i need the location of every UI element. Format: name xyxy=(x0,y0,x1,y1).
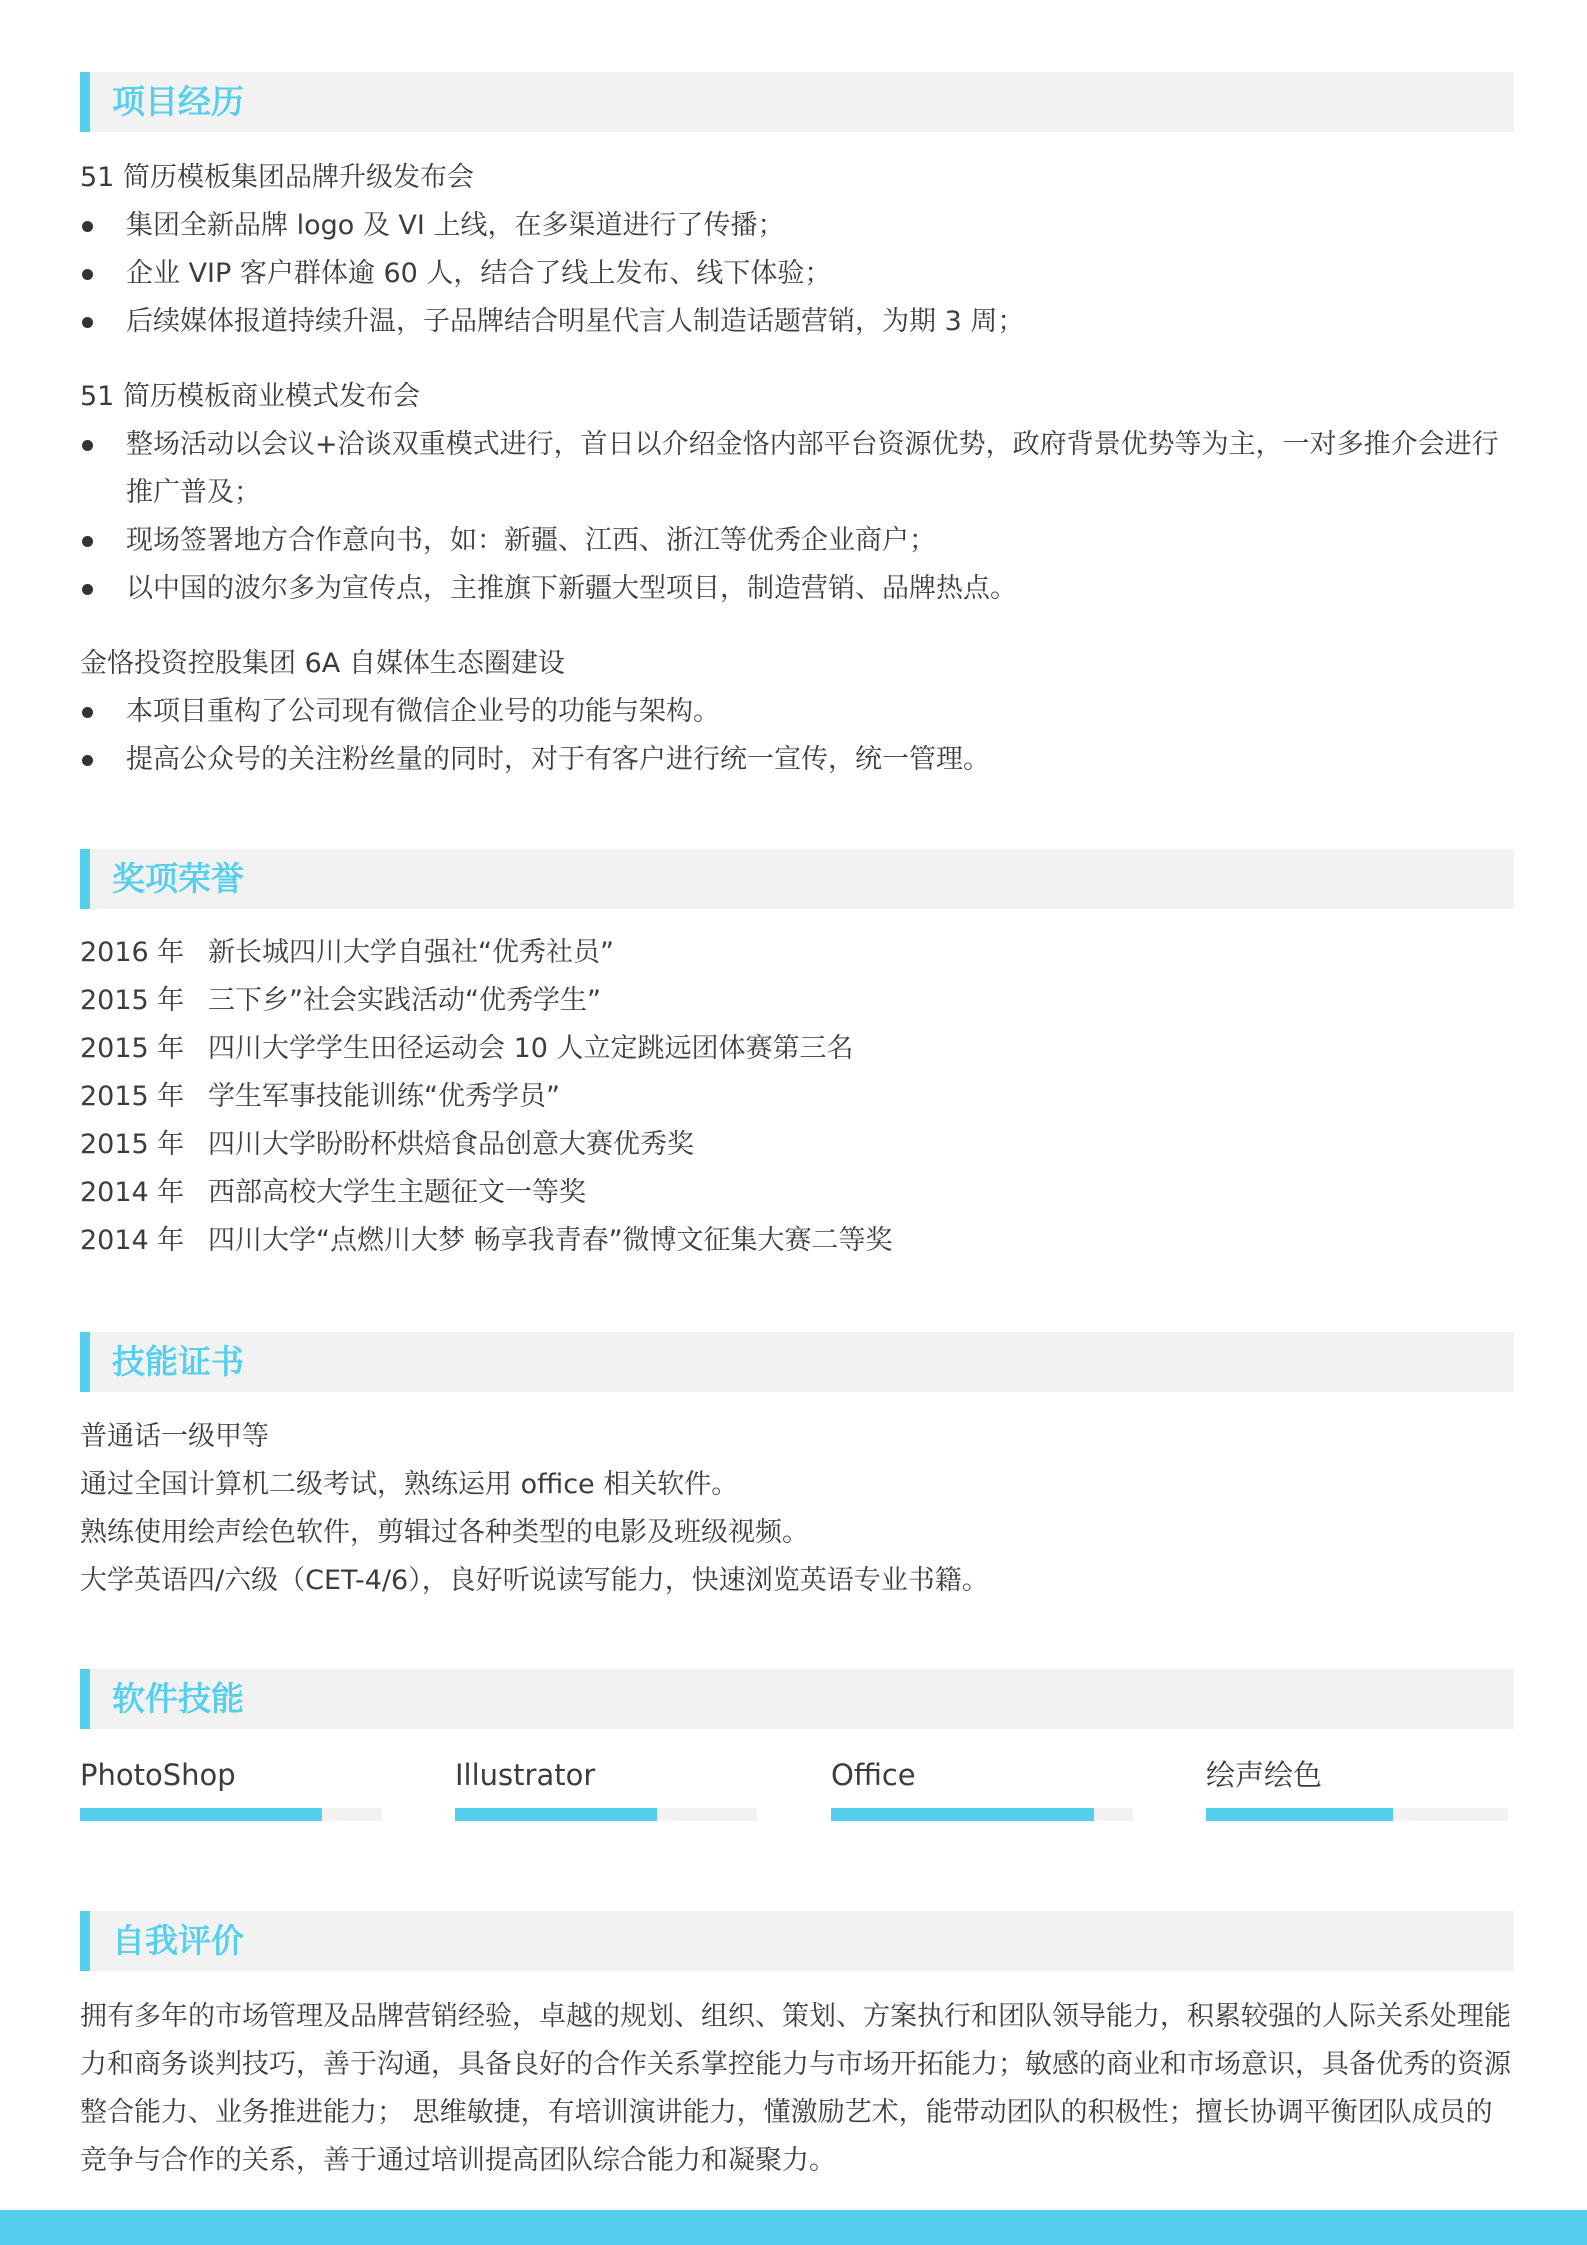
list-item: 集团全新品牌 logo 及 VI 上线，在多渠道进行了传播； xyxy=(80,202,1514,250)
skill-name: PhotoShop xyxy=(80,1758,236,1792)
skill-name: Office xyxy=(831,1758,916,1792)
list-item: 企业 VIP 客户群体逾 60 人，结合了线上发布、线下体验； xyxy=(80,250,1514,298)
award-row xyxy=(80,929,614,977)
skill-bar-track xyxy=(80,1808,382,1821)
award-year: 2014 年 xyxy=(80,1225,185,1256)
award-text: 学生军事技能训练“优秀学员” xyxy=(208,1081,560,1112)
section-header-software xyxy=(80,1669,1514,1729)
section-header-awards xyxy=(80,849,1514,909)
award-row xyxy=(80,1121,694,1169)
section-title-projects: 项目经历 xyxy=(112,82,244,121)
award-row xyxy=(80,1169,586,1217)
section-title-certificates: 技能证书 xyxy=(112,1342,244,1381)
skill-bar-track xyxy=(831,1808,1133,1821)
list-item: 提高公众号的关注粉丝量的同时，对于有客户进行统一宣传，统一管理。 xyxy=(80,736,1514,784)
list-item: 整场活动以会议+洽谈双重模式进行，首日以介绍金恪内部平台资源优势，政府背景优势等为主，一对多推介会进行推广普及； xyxy=(80,421,1514,517)
award-year: 2015 年 xyxy=(80,985,185,1016)
certificate-item: 普通话一级甲等 xyxy=(80,1421,269,1452)
award-year: 2015 年 xyxy=(80,1129,185,1160)
certificate-item: 通过全国计算机二级考试，熟练运用 office 相关软件。 xyxy=(80,1469,739,1500)
project-bullets xyxy=(80,202,1514,346)
award-row xyxy=(80,1025,854,1073)
section-title-software: 软件技能 xyxy=(112,1679,244,1718)
skill-bar-fill xyxy=(831,1808,1094,1821)
section-header-certificates xyxy=(80,1332,1514,1392)
award-row xyxy=(80,1073,560,1121)
award-year: 2015 年 xyxy=(80,1081,185,1112)
project-title: 金恪投资控股集团 6A 自媒体生态圈建设 xyxy=(80,648,565,679)
list-item: 后续媒体报道持续升温，子品牌结合明星代言人制造话题营销，为期 3 周； xyxy=(80,298,1514,346)
award-row xyxy=(80,1217,893,1265)
bottom-accent-band xyxy=(0,2210,1587,2245)
skill-name: 绘声绘色 xyxy=(1206,1758,1323,1792)
award-text: 四川大学盼盼杯烘焙食品创意大赛优秀奖 xyxy=(208,1129,694,1160)
project-title: 51 简历模板商业模式发布会 xyxy=(80,381,420,412)
award-year: 2016 年 xyxy=(80,937,185,968)
section-title-self-evaluation: 自我评价 xyxy=(112,1921,244,1960)
section-header-self-evaluation xyxy=(80,1911,1514,1971)
award-row xyxy=(80,977,601,1025)
section-header-projects xyxy=(80,72,1514,132)
award-year: 2014 年 xyxy=(80,1177,185,1208)
award-year: 2015 年 xyxy=(80,1033,185,1064)
award-text: 四川大学学生田径运动会 10 人立定跳远团体赛第三名 xyxy=(208,1033,854,1064)
skill-name: Illustrator xyxy=(455,1758,596,1792)
certificate-item: 熟练使用绘声绘色软件，剪辑过各种类型的电影及班级视频。 xyxy=(80,1517,809,1548)
self-evaluation-text: 拥有多年的市场管理及品牌营销经验，卓越的规划、组织、策划、方案执行和团队领导能力，积累较强的人际关系处理能力和商务谈判技巧，善于沟通，具备良好的合作关系掌控能力与市场开拓能力；敏感的商业和市场意识，具备优秀的资源整合能力、业务推进能力； 思维敏捷，有培训演讲能力，懂激励艺术，能带动团队的积极性；擅长协调平衡团队成员的竞争与合作的关系，善于通过培训提高团队综合能力和凝聚力。 xyxy=(80,2001,1511,2176)
project-title: 51 简历模板集团品牌升级发布会 xyxy=(80,162,474,193)
skill-bar-track xyxy=(455,1808,757,1821)
award-text: 三下乡”社会实践活动“优秀学生” xyxy=(208,985,601,1016)
award-text: 四川大学“点燃川大梦 畅享我青春”微博文征集大赛二等奖 xyxy=(208,1225,893,1256)
skill-bar-fill xyxy=(80,1808,322,1821)
list-item: 本项目重构了公司现有微信企业号的功能与架构。 xyxy=(80,688,1514,736)
section-title-awards: 奖项荣誉 xyxy=(112,859,244,898)
skill-bar-fill xyxy=(455,1808,657,1821)
list-item: 以中国的波尔多为宣传点，主推旗下新疆大型项目，制造营销、品牌热点。 xyxy=(80,565,1514,613)
award-text: 西部高校大学生主题征文一等奖 xyxy=(208,1177,586,1208)
skill-bar-track xyxy=(1206,1808,1508,1821)
software-skills-row xyxy=(80,1755,1514,1825)
award-text: 新长城四川大学自强社“优秀社员” xyxy=(208,937,614,968)
skill-bar-fill xyxy=(1206,1808,1393,1821)
certificate-item: 大学英语四/六级（CET-4/6），良好听说读写能力，快速浏览英语专业书籍。 xyxy=(80,1565,989,1596)
project-bullets xyxy=(80,421,1514,613)
list-item: 现场签署地方合作意向书，如：新疆、江西、浙江等优秀企业商户； xyxy=(80,517,1514,565)
project-bullets xyxy=(80,688,1514,784)
